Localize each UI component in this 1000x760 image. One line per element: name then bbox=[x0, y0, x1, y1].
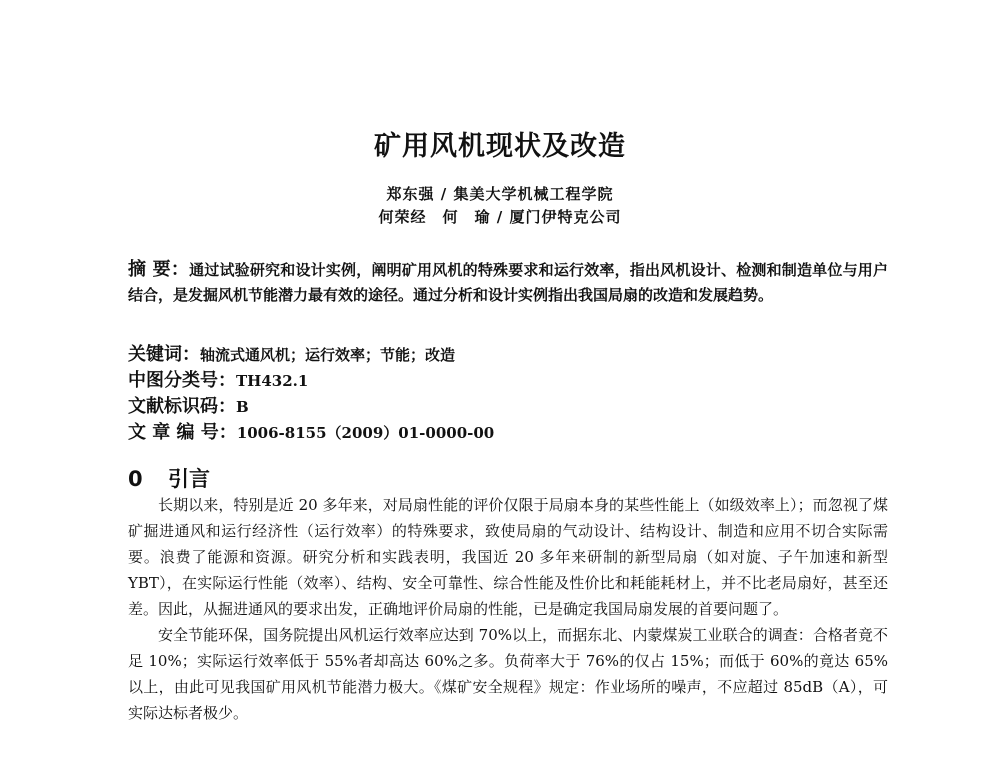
clc-number bbox=[128, 366, 888, 392]
article-no-label: 文 章 编 号： bbox=[128, 422, 237, 443]
article-no-value: 1006-8155（2009）01-0000-00 bbox=[236, 424, 495, 442]
paper-title: 矿用风机现状及改造 bbox=[374, 131, 626, 162]
keywords bbox=[128, 340, 888, 366]
article-number bbox=[128, 418, 888, 444]
document-code bbox=[128, 392, 888, 418]
doc-code-label: 文献标识码： bbox=[128, 396, 236, 417]
author-line-2: 何荣经 何 瑜 / 厦门伊特克公司 bbox=[378, 208, 622, 226]
body-text bbox=[128, 492, 888, 726]
section-heading bbox=[128, 463, 210, 493]
author-line-1: 郑东强 / 集美大学机械工程学院 bbox=[386, 185, 614, 203]
abstract-label: 摘 要： bbox=[128, 259, 190, 280]
paragraph: 安全节能环保，国务院提出风机运行效率应达到 70%以上，而据东北、内蒙煤炭工业联合的调查：合格者竟不足 10%；实际运行效率低于 55%者却高达 60%之多。负荷率大于 76%的仅占 15%；而低于 60%的竟达 65%以上，由此可见我国矿用风机节能潜力极大。《煤矿安全规程》规定：作业场所的噪声，不应超过 85dB（A），可实际达标者极少。 bbox=[128, 626, 888, 722]
clc-label: 中图分类号： bbox=[128, 370, 236, 391]
clc-value: TH432.1 bbox=[236, 372, 309, 390]
keywords-label: 关键词： bbox=[128, 344, 200, 365]
doc-code-value: B bbox=[236, 398, 249, 416]
abstract bbox=[128, 257, 888, 308]
paragraph: 长期以来，特别是近 20 多年来，对局扇性能的评价仅限于局扇本身的某些性能上（如级效率上）；而忽视了煤矿掘进通风和运行经济性（运行效率）的特殊要求，致使局扇的气动设计、结构设计、制造和应用不切合实际需要。浪费了能源和资源。研究分析和实践表明，我国近 20 多年来研制的新型局扇（如对旋、子午加速和新型 YBT），在实际运行性能（效率）、结构、安全可靠性、综合性能及性价比和耗能耗材上，并不比老局扇好，甚至还差。因此，从掘进通风的要求出发，正确地评价局扇的性能，已是确定我国局扇发展的首要问题了。 bbox=[128, 496, 888, 618]
abstract-text: 通过试验研究和设计实例，阐明矿用风机的特殊要求和运行效率，指出风机设计、检测和制造单位与用户结合，是发掘风机节能潜力最有效的途径。通过分析和设计实例指出我国局扇的改造和发展趋势。 bbox=[128, 261, 888, 304]
section-title: 引言 bbox=[168, 467, 210, 491]
section-number: 0 bbox=[128, 467, 143, 491]
keywords-value: 轴流式通风机；运行效率；节能；改造 bbox=[200, 346, 456, 364]
